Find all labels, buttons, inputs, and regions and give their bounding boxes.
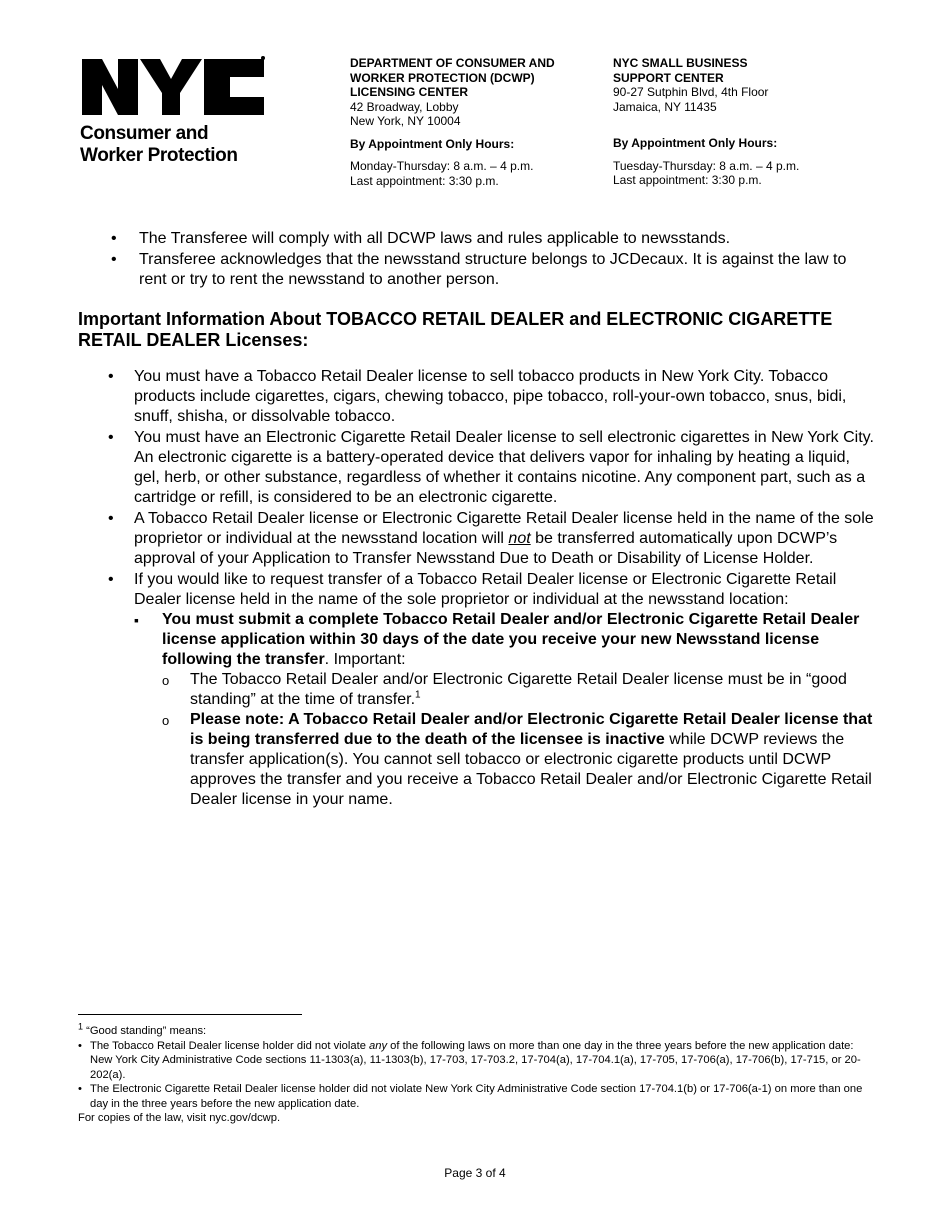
sub-sub-list <box>162 670 878 810</box>
office-address: 90-27 Sutphin Blvd, 4th Floor <box>613 85 769 99</box>
sub-sub-list-item <box>162 670 878 710</box>
emphasis-not: not <box>508 530 531 547</box>
text: while DCWP reviews the transfer application(s). You cannot sell tobacco or electronic cigarette products until DCWP approves the transfer and you receive a Tobacco Retail Dealer and/or Electronic Cigarette Retail Dealer license in your name. <box>190 731 872 808</box>
intro-list <box>78 229 878 290</box>
office-name: WORKER PROTECTION (DCWP) <box>350 70 535 85</box>
nyc-wordmark-icon <box>80 55 266 117</box>
office-address: 42 Broadway, Lobby <box>350 99 459 114</box>
footnote <box>78 1021 878 1126</box>
list-item: • You must have a Tobacco Retail Dealer license to sell tobacco products in New York City. Tobacco products include cigarettes, cigars, chewing tobacco, pipe tobacco, roll-your-own tobacco, snus, bidi, snuff, shisha, or dissolvable tobacco. <box>78 367 878 427</box>
last-appointment: Last appointment: 3:30 p.m. <box>350 173 499 188</box>
sub-list-item <box>134 610 878 810</box>
footnote-copies: For copies of the law, visit nyc.gov/dcwp. <box>78 1112 281 1124</box>
hours-label: By Appointment Only Hours: <box>613 136 778 150</box>
logo-line2: Worker Protection <box>80 145 238 166</box>
office-address: New York, NY 10004 <box>350 114 461 128</box>
last-appointment: Last appointment: 3:30 p.m. <box>613 173 762 187</box>
footnote-number: 1 <box>78 1021 84 1032</box>
footnote-title: “Good standing” means: <box>83 1025 207 1037</box>
footnote-divider <box>78 1014 302 1015</box>
office-dcwp <box>350 56 595 188</box>
office-sbs <box>613 56 853 188</box>
list-item <box>78 570 878 810</box>
office-hours: Tuesday-Thursday: 8 a.m. – 4 p.m. <box>613 158 800 173</box>
bold-text: You must submit a complete Tobacco Retail Dealer and/or Electronic Cigarette Retail Dealer license application within 30 days of the date you receive your new Newsstand license following the transfer <box>162 611 860 668</box>
text: If you would like to request transfer of a Tobacco Retail Dealer license or Electronic Cigarette Retail Dealer license held in the name of the sole proprietor or individual at the newsstand location: <box>134 571 837 608</box>
text: The Tobacco Retail Dealer license holder did not violate <box>90 1039 370 1052</box>
emphasis-any: any <box>369 1039 388 1052</box>
office-hours: Monday-Thursday: 8 a.m. – 4 p.m. <box>350 159 534 173</box>
tobacco-list <box>78 367 878 810</box>
office-address: Jamaica, NY 11435 <box>613 99 717 114</box>
text: be transferred automatically upon DCWP’s approval of your Application to Transfer Newsstand Due to Death or Disability of License Holder. <box>134 530 838 567</box>
text: . Important: <box>324 651 406 668</box>
logo-line1: Consumer and <box>80 123 209 144</box>
list-item: • The Transferee will comply with all DCWP laws and rules applicable to newsstands. <box>78 229 878 249</box>
section-heading: Important Information About TOBACCO RETAIL DEALER and ELECTRONIC CIGARETTE RETAIL DEALER Licenses: <box>78 309 833 350</box>
text: A Tobacco Retail Dealer license or Electronic Cigarette Retail Dealer license held in the name of the sole proprietor or individual at the newsstand location will <box>134 510 874 547</box>
list-item <box>78 509 878 569</box>
office-name: LICENSING CENTER <box>350 85 469 99</box>
nyc-logo <box>80 55 280 167</box>
sub-sub-list-item <box>162 710 878 810</box>
footnote-list <box>78 1039 878 1112</box>
office-name: SUPPORT CENTER <box>613 70 724 85</box>
list-item: • Transferee acknowledges that the newsstand structure belongs to JCDecaux. It is against the law to rent or try to rent the newsstand to another person. <box>78 250 878 290</box>
text: of the following laws on more than one day in the three years before the new application date: New York City Administrative Code sections 11-1303(a), 11-1303(b), 17-703, 17-703.2, 17-704(a), 17-704.1(a), 17-705, 17-706(a), 17-706(b), 17-715, or 20-202(a). <box>90 1039 861 1081</box>
footnote-item: • The Electronic Cigarette Retail Dealer license holder did not violate New York City Administrative Code section 17-704.1(b) or 17-706(a-1) on more than one day in the three years before the new application date. <box>78 1082 878 1111</box>
page-number: Page 3 of 4 <box>444 1166 506 1180</box>
office-name: DEPARTMENT OF CONSUMER AND <box>350 56 555 70</box>
footnote-item <box>78 1039 878 1083</box>
main-content <box>78 229 878 811</box>
footnote-ref: 1 <box>415 689 421 701</box>
list-item: • You must have an Electronic Cigarette Retail Dealer license to sell electronic cigarettes in New York City. An electronic cigarette is a battery-operated device that delivers vapor for inhaling by heating a liquid, gel, herb, or other substance, regardless of whether it contains nicotine. Any component part, such as a cartridge or refill, is considered to be an electronic cigarette. <box>78 428 878 508</box>
hours-label: By Appointment Only Hours: <box>350 136 515 151</box>
office-name: NYC SMALL BUSINESS <box>613 56 748 70</box>
text: The Tobacco Retail Dealer and/or Electronic Cigarette Retail Dealer license must be in “good standing” at the time of transfer. <box>190 671 847 708</box>
bold-text: Please note: A Tobacco Retail Dealer and/or Electronic Cigarette Retail Dealer license that is being transferred due to the death of the licensee is inactive <box>190 711 873 748</box>
sub-list <box>134 610 878 810</box>
